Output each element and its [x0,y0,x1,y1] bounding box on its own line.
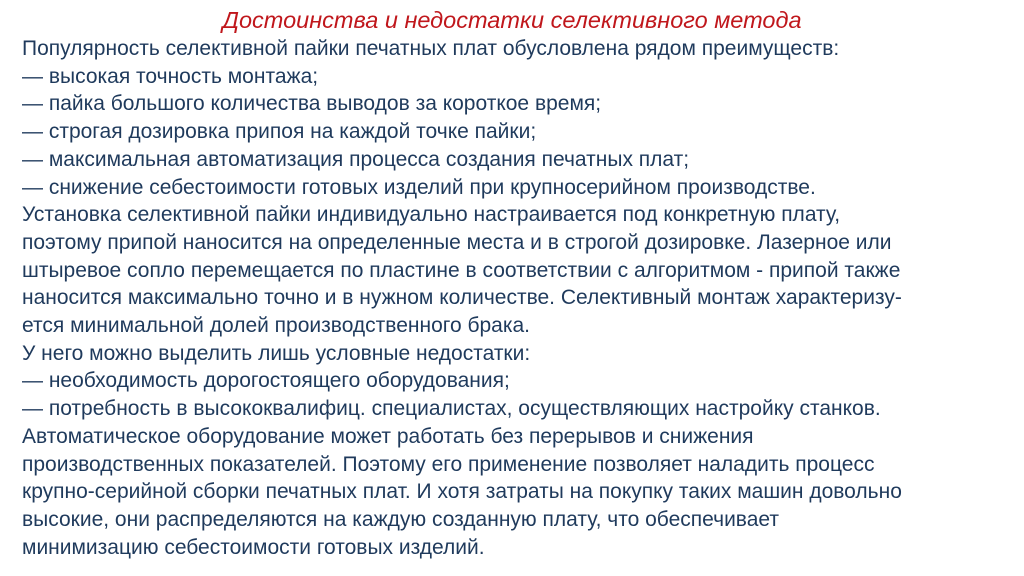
advantage-item: — пайка большого количества выводов за короткое время; [22,92,602,116]
paragraph-line: наносится максимально точно и в нужном количестве. Селективный монтаж характеризу- [22,286,902,310]
advantage-item: — максимальная автоматизация процесса создания печатных плат; [22,147,690,171]
disadvantages-intro-line: У него можно выделить лишь условные недостатки: [22,341,531,365]
advantage-item: — снижение себестоимости готовых изделий при крупносерийном производстве. [22,175,816,199]
paragraph-line: Установка селективной пайки индивидуально настраивается под конкретную плату, [22,203,841,227]
paragraph-line: производственных показателей. Поэтому его применение позволяет наладить процесс [22,452,875,476]
intro-line: Популярность селективной пайки печатных плат обусловлена рядом преимуществ: [22,37,840,60]
paragraph-line: высокие, они распределяются на каждую созданную плату, что обеспечивает [22,507,779,531]
paragraph-line: Автоматическое оборудование может работать без перерывов и снижения [22,424,754,448]
paragraph-line: штыревое сопло перемещается по пластине в соответствии с алгоритмом - припой также [22,258,901,282]
disadvantage-item: — необходимость дорогостоящего оборудования; [22,369,510,393]
paragraph-line: поэтому припой наносится на определенные места и в строгой дозировке. Лазерное или [22,230,892,254]
slide-title: Достоинства и недостатки селективного метода [222,7,802,33]
paragraph-line: крупно-серийной сборки печатных плат. И хотя затраты на покупку таких машин довольно [22,480,902,504]
advantage-item: — высокая точность монтажа; [22,64,319,88]
advantage-item: — строгая дозировка припоя на каждой точке пайки; [22,120,537,144]
slide-body [22,35,1002,561]
disadvantage-item: — потребность в высококвалифиц. специалистах, осуществляющих настройку станков. [22,397,881,421]
paragraph-line: минимизацию себестоимости готовых изделий. [22,535,485,559]
paragraph-line: ется минимальной долей производственного брака. [22,314,531,338]
